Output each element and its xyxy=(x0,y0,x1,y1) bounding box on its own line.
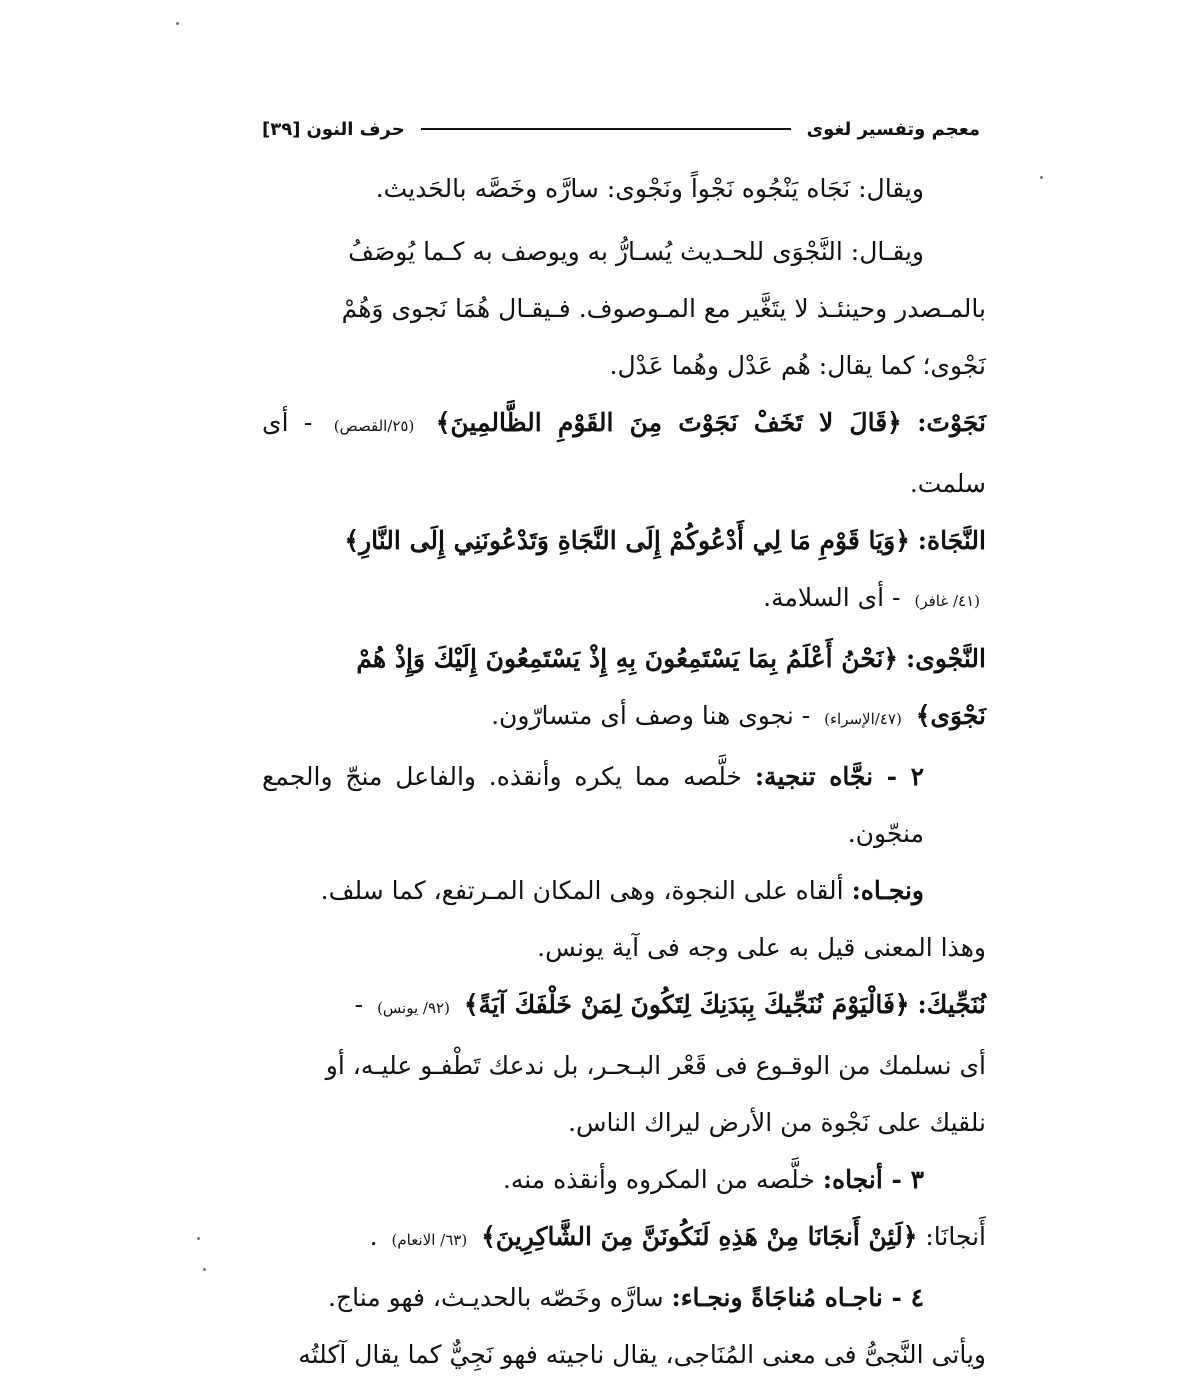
scan-speck xyxy=(197,1237,200,1240)
entry-line xyxy=(262,1208,986,1269)
verse-reference: (٤٧/الإسراء) xyxy=(824,710,902,728)
text-line: ويقال: نَجَاه يَنْجُوه نَجْواً ونَجْوى: سارَّه وخَصَّه بالحَديث. xyxy=(375,174,924,203)
entry-headword: ٣ - أنجاه: xyxy=(822,1165,924,1194)
entry-headword: نَجَوْتَ: xyxy=(917,408,986,437)
header-rule xyxy=(421,128,791,130)
entry-line xyxy=(262,976,986,1037)
text-line: وهذا المعنى قيل به على وجه فى آية يونس. xyxy=(537,933,986,962)
gloss: - نجوى هنا وصف أى متسارّون. xyxy=(491,701,811,730)
entry-headword: نُنَجِّيكَ: xyxy=(917,990,986,1019)
entry-headword: النَّجْوى: xyxy=(906,644,986,673)
page-body xyxy=(262,160,986,1383)
verse-reference: (٢٥/القصص) xyxy=(333,417,415,435)
entry-line xyxy=(262,1269,986,1326)
quran-quote: ﴿قَالَ لا تَخَفْ نَجَوْتَ مِنَ القَوْمِ الظَّالمِينَ﴾ xyxy=(435,408,902,437)
gloss: خلَّصه مما يكره وأنقذه. والفاعل منجّ والجمع منجّون. xyxy=(262,762,924,848)
entry-headword: ٢ - نجَّاه تنجية: xyxy=(754,762,924,791)
section-title: حرف النون xyxy=(306,118,405,140)
text-line: أى نسلمك من الوقـوع فى قَعْر البـحـر، بل ندعك تَطْفـو عليـه، أو xyxy=(325,1051,986,1080)
page-number: [٣٩] xyxy=(262,118,301,140)
entry-line xyxy=(262,569,986,630)
text-line: نلقيك على نَجْوة من الأرض ليراك الناس. xyxy=(568,1108,986,1137)
section-and-page xyxy=(262,119,405,140)
gloss: سارَّه وخَصّه بالحديـث، فهو مناج. xyxy=(328,1283,664,1312)
entry-line xyxy=(262,862,986,919)
gloss: - أى السلامة. xyxy=(763,583,901,612)
scan-speck xyxy=(203,1268,206,1271)
text-line: نَجْوى؛ كما يقال: هُم عَدْل وهُما عَدْل. xyxy=(609,351,986,380)
book-title: معجم وتفسير لغوى xyxy=(806,118,980,140)
scan-speck xyxy=(1040,176,1043,179)
gloss: خلَّصه من المكروه وأنقذه منه. xyxy=(502,1165,815,1194)
gloss: - xyxy=(354,990,364,1019)
entry-line xyxy=(262,512,986,569)
text-line: ويأتى النَّجىُّ فى معنى المُنَاجى، يقال ناجيته فهو نَجِيٌّ كما يقال آكلتُه xyxy=(298,1340,986,1369)
quran-quote: ﴿لَئِنْ أَنجَانَا مِنْ هَذِهِ لَنَكُونَنَّ مِنَ الشَّاكِرِينَ﴾ xyxy=(481,1222,918,1251)
text-line: ويقـال: النَّجْوَى للحـديث يُسـارُّ به ويوصف به كـما يُوصَفُ xyxy=(348,237,924,266)
entry-headword: ٤ - ناجـاه مُناجَاةً ونجـاء: xyxy=(671,1283,924,1312)
verse-reference: (٩٢/ يونس) xyxy=(377,999,450,1017)
quran-quote: نَجْوَى﴾ xyxy=(915,701,986,730)
gloss: - أى سلمت. xyxy=(262,408,986,498)
verse-reference: (٦٣/ الانعام) xyxy=(391,1231,468,1249)
entry-line xyxy=(262,1151,986,1208)
entry-line xyxy=(262,687,986,748)
entry-line xyxy=(262,394,986,512)
verse-reference: (٤١/ غافر) xyxy=(914,592,980,610)
entry-line xyxy=(262,630,986,687)
gloss: ألقاه على النجوة، وهى المكان المـرتفع، كما سلف. xyxy=(320,876,844,905)
entry-line xyxy=(262,748,986,862)
quran-quote: ﴿وَيَا قَوْمِ مَا لِي أَدْعُوكُمْ إِلَى النَّجَاةِ وَتَدْعُونَنِي إِلَى النَّارِ﴾ xyxy=(344,526,910,555)
text-line: بالمـصدر وحينئـذ لا يتَغَّير مع المـوصوف. فـيقـال هُمَا نَجوى وَهُمْ xyxy=(341,294,986,323)
entry-headword: النَّجَاة: xyxy=(917,526,986,555)
quran-quote: ﴿فَالْيَوْمَ نُنَجِّيكَ بِبَدَنِكَ لِتَكُونَ لِمَنْ خَلْفَكَ آيَةً﴾ xyxy=(463,990,910,1019)
gloss: . xyxy=(369,1222,378,1251)
scan-speck xyxy=(176,22,179,25)
quran-quote: ﴿نَحْنُ أَعْلَمُ بِمَا يَسْتَمِعُونَ بِهِ إِذْ يَسْتَمِعُونَ إِلَيْكَ وَإِذْ هُمْ xyxy=(356,644,899,673)
entry-headword: ونجـاه: xyxy=(851,876,924,905)
running-header xyxy=(262,112,980,146)
entry-headword: أَنجانَا: xyxy=(925,1222,986,1251)
